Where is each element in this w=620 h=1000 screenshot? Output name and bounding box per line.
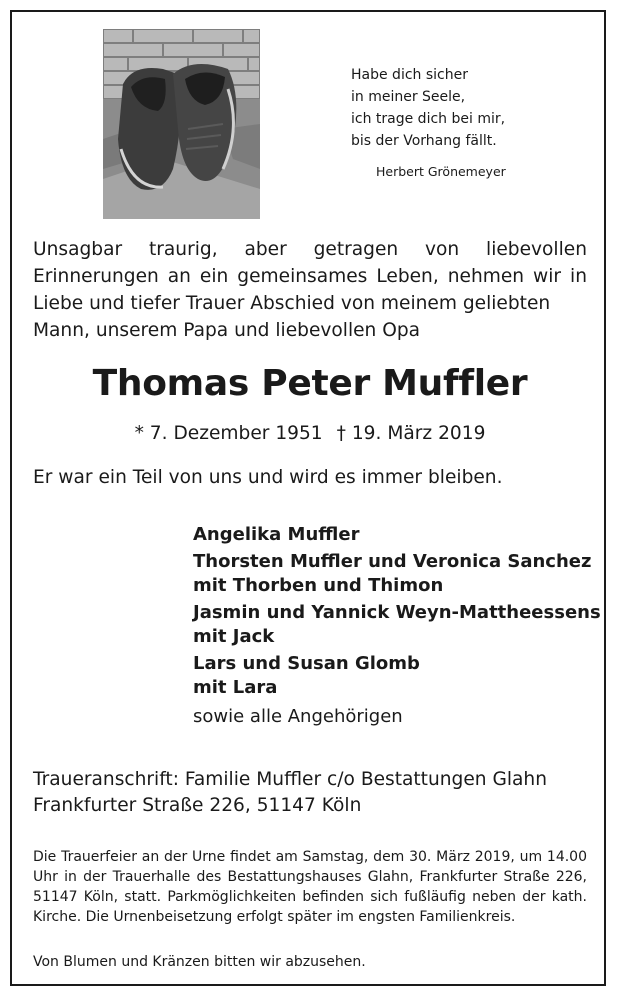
intro-text: Unsagbar traurig, aber getragen von liebevollen Erinnerungen an ein gemeinsames Leben, nehmen wir in Liebe und tiefer Trauer Abschied von meinem geliebten (33, 239, 587, 314)
family-member: mit Thorben und Thimon (193, 575, 444, 596)
intro-paragraph (33, 236, 587, 344)
family-member: mit Jack (193, 626, 275, 647)
quote-line: Habe dich sicher (351, 67, 468, 83)
quote-line: in meiner Seele, (351, 89, 466, 105)
obituary-frame (10, 10, 606, 986)
condolence-address (33, 767, 547, 819)
family-member: Thorsten Muffler und Veronica Sanchez (193, 551, 592, 572)
address-line-2: Frankfurter Straße 226, 51147 Köln (33, 795, 362, 816)
intro-last-line: Mann, unserem Papa und liebevollen Opa (33, 320, 421, 341)
death-date: † 19. März 2019 (336, 423, 486, 444)
quote-author: Herbert Grönemeyer (376, 164, 506, 179)
family-member: Jasmin und Yannick Weyn-Mattheessens (193, 602, 601, 623)
deceased-name: Thomas Peter Muffler (92, 363, 528, 404)
photo-shoes (103, 29, 260, 219)
quote-line: bis der Vorhang fällt. (351, 133, 497, 149)
quote-line: ich trage dich bei mir, (351, 111, 506, 127)
poem-quote (351, 64, 591, 152)
birth-date: * 7. Dezember 1951 (134, 423, 323, 444)
other-relatives: sowie alle Angehörigen (193, 706, 403, 727)
family-member: Angelika Muffler (193, 524, 360, 545)
memorial-statement: Er war ein Teil von uns und wird es immer bleiben. (33, 467, 503, 488)
family-member: mit Lara (193, 677, 278, 698)
family-list (193, 523, 601, 729)
flowers-note: Von Blumen und Kränzen bitten wir abzusehen. (33, 954, 366, 970)
ceremony-details: Die Trauerfeier an der Urne findet am Samstag, dem 30. März 2019, um 14.00 Uhr in der Trauerhalle des Bestattungshauses Glahn, Frankfurter Straße 226, 51147 Köln, statt. Parkmöglichkeiten befinden sich fußläufig neben der kath. Kirche. Die Urnenbeisetzung erfolgt später im engsten Familienkreis. (33, 849, 587, 925)
address-line-1: Traueranschrift: Familie Muffler c/o Bestattungen Glahn (33, 769, 548, 790)
life-dates (0, 423, 620, 444)
family-member: Lars und Susan Glomb (193, 653, 420, 674)
